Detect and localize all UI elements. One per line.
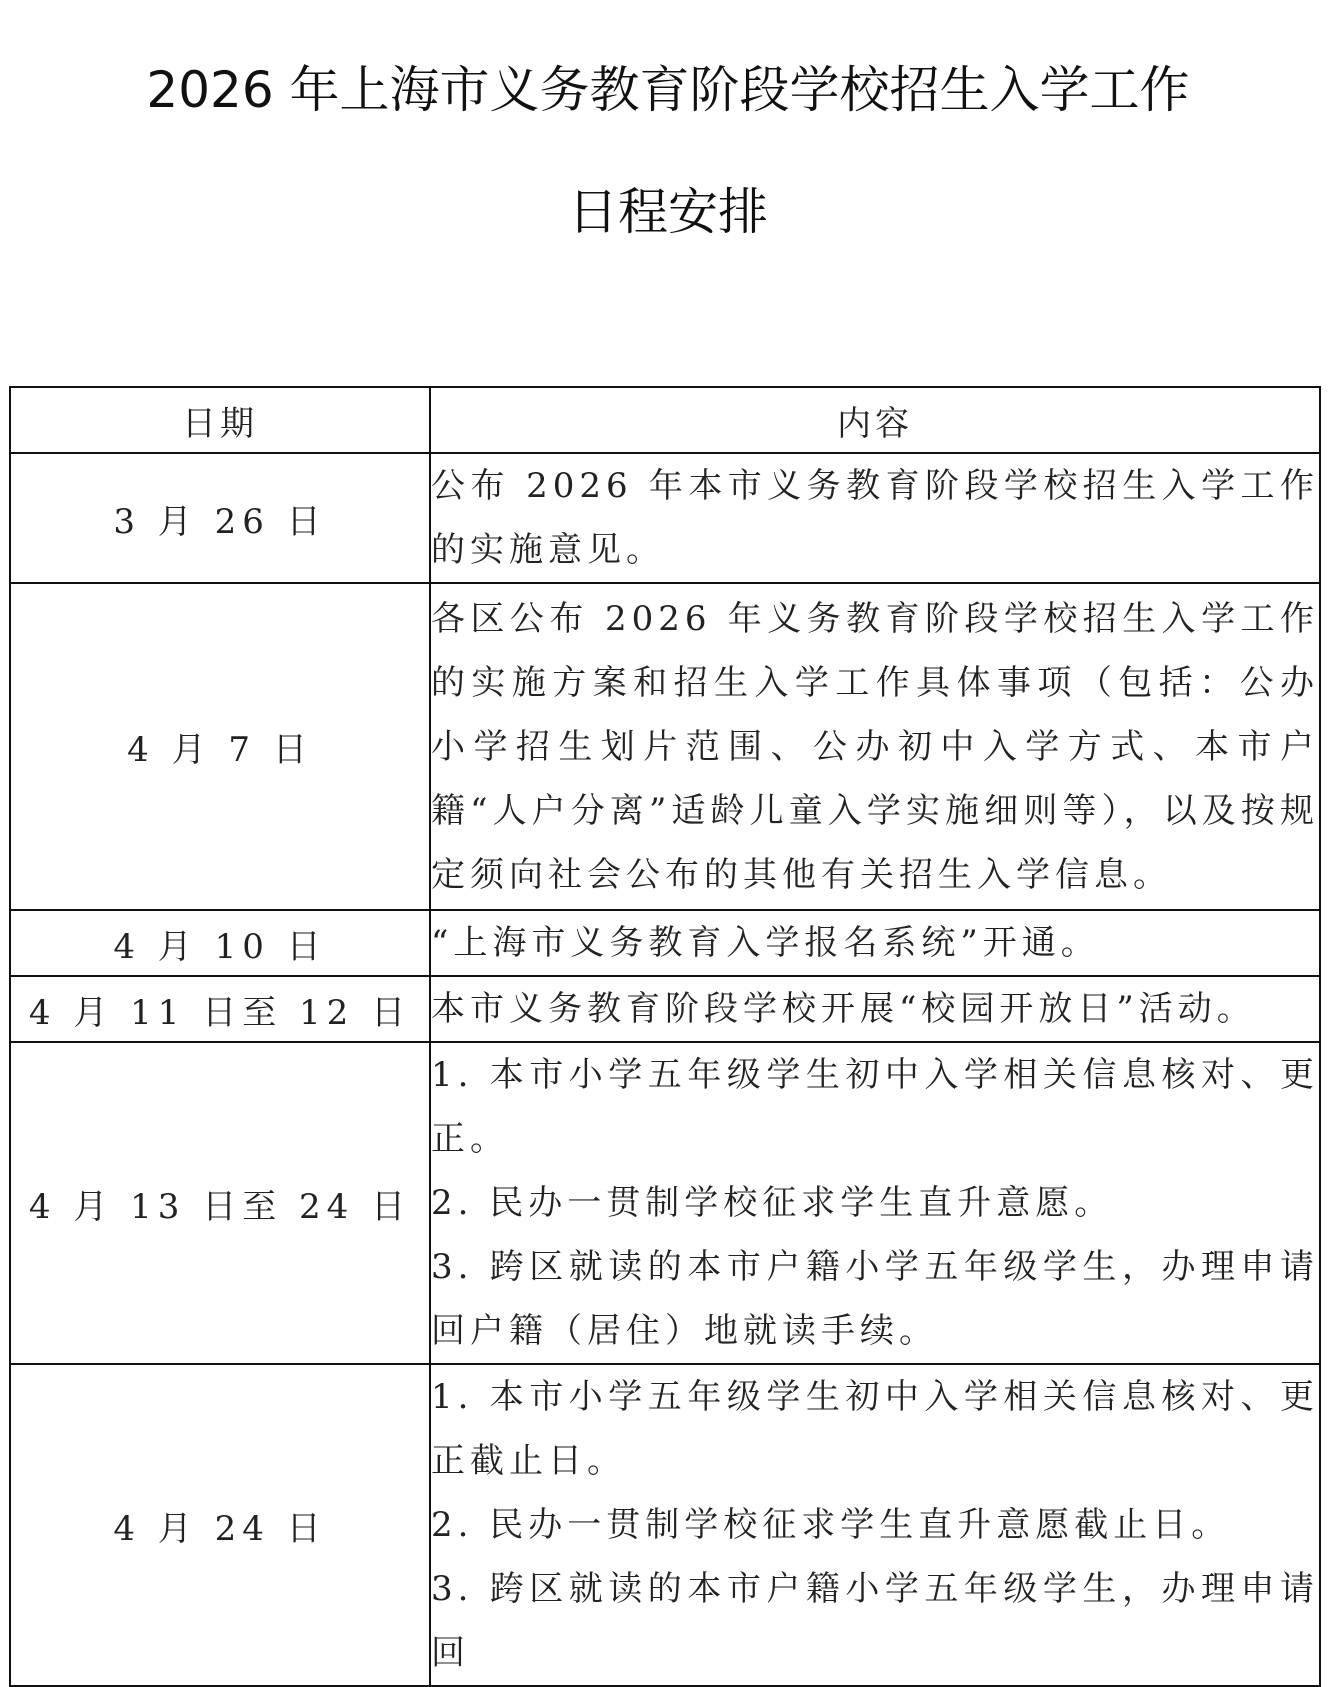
table-row <box>10 910 1320 976</box>
row-date: 4 月 10 日 <box>10 910 430 976</box>
content-item: 3. 跨区就读的本市户籍小学五年级学生，办理申请回 <box>431 1569 1319 1673</box>
header-content: 内容 <box>430 387 1320 453</box>
row-date: 4 月 13 日至 24 日 <box>10 1042 430 1364</box>
content-item: 1. 本市小学五年级学生初中入学相关信息核对、更正截止日。 <box>431 1377 1319 1481</box>
row-content <box>430 453 1320 583</box>
content-item: 本市义务教育阶段学校开展“校园开放日”活动。 <box>431 989 1256 1029</box>
header-date: 日期 <box>10 387 430 453</box>
row-content <box>430 583 1320 910</box>
row-content <box>430 1364 1320 1686</box>
row-date: 3 月 26 日 <box>10 453 430 583</box>
schedule-table <box>9 386 1321 1687</box>
row-content <box>430 1042 1320 1364</box>
row-content <box>430 976 1320 1042</box>
row-content <box>430 910 1320 976</box>
content-item: “上海市义务教育入学报名系统”开通。 <box>431 923 1100 963</box>
table-row <box>10 1042 1320 1364</box>
table-header-row <box>10 387 1320 453</box>
content-item: 1. 本市小学五年级学生初中入学相关信息核对、更正。 <box>431 1055 1319 1159</box>
content-item: 2. 民办一贯制学校征求学生直升意愿截止日。 <box>431 1505 1231 1545</box>
table-row <box>10 583 1320 910</box>
table-row <box>10 976 1320 1042</box>
table-row <box>10 1364 1320 1686</box>
content-item: 2. 民办一贯制学校征求学生直升意愿。 <box>431 1183 1114 1223</box>
table-row <box>10 453 1320 583</box>
row-date: 4 月 11 日至 12 日 <box>10 976 430 1042</box>
content-item: 公布 2026 年本市义务教育阶段学校招生入学工作的实施意见。 <box>431 466 1319 570</box>
document-subtitle: 日程安排 <box>568 183 768 241</box>
row-date: 4 月 24 日 <box>10 1364 430 1686</box>
content-item: 3. 跨区就读的本市户籍小学五年级学生，办理申请回户籍（居住）地就读手续。 <box>431 1247 1319 1351</box>
document-title: 2026 年上海市义务教育阶段学校招生入学工作 <box>146 61 1190 119</box>
content-item: 各区公布 2026 年义务教育阶段学校招生入学工作的实施方案和招生入学工作具体事项（包括：公办小学招生划片范围、公办初中入学方式、本市户籍“人户分离”适龄儿童入学实施细则等），以及按规定须向社会公布的其他有关招生入学信息。 <box>431 598 1319 895</box>
row-date: 4 月 7 日 <box>10 583 430 910</box>
